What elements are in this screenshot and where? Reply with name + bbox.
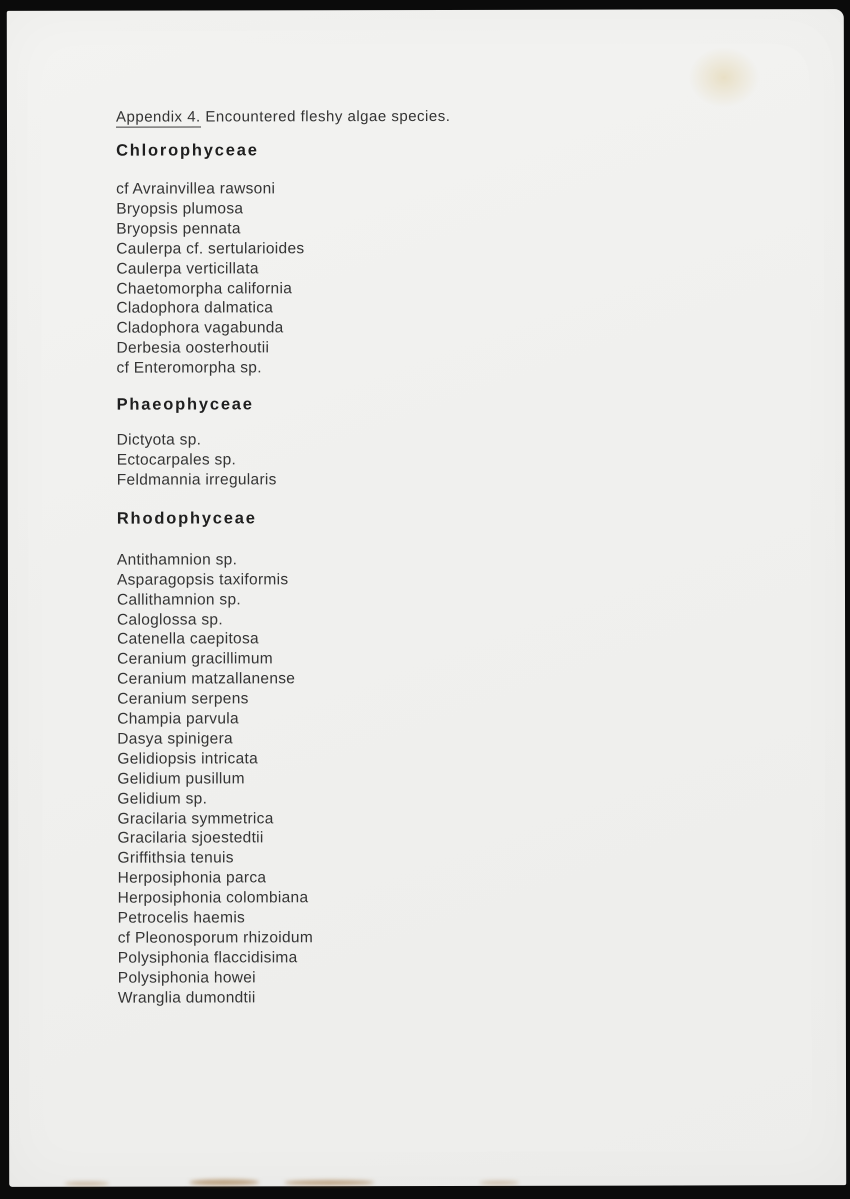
species-list-item: Ceranium matzallanense <box>117 670 296 688</box>
species-list-item: Ceranium gracillimum <box>117 650 274 668</box>
species-list-item: Herposiphonia parca <box>117 869 267 887</box>
species-list-item: Catenella caepitosa <box>117 630 259 649</box>
species-list-item: Bryopsis pennata <box>116 220 241 238</box>
species-list <box>117 549 786 1008</box>
species-list-item: Antithamnion sp. <box>116 551 238 569</box>
species-list-item: Gelidium sp. <box>117 790 208 808</box>
section-heading: Rhodophyceae <box>116 509 257 528</box>
species-list <box>116 178 784 378</box>
section-heading: Phaeophyceae <box>116 395 254 414</box>
appendix-title <box>116 106 784 126</box>
species-list-item: Asparagopsis taxiformis <box>116 570 289 589</box>
species-list-item: Caloglossa sp. <box>117 610 223 629</box>
species-list-item: Gracilaria sjoestedtii <box>117 829 264 848</box>
species-list-item: Champia parvula <box>117 710 239 728</box>
species-list-item: cf Avrainvillea rawsoni <box>116 180 276 198</box>
scanned-paper-page <box>7 9 846 1187</box>
species-list-item: Griffithsia tenuis <box>117 849 234 868</box>
page-content <box>7 9 846 1187</box>
species-section-rhodophyceae <box>117 507 786 1008</box>
species-list-item: Caulerpa cf. sertularioides <box>116 239 305 258</box>
species-list-item: Petrocelis haemis <box>117 909 246 927</box>
species-list-item: cf Enteromorpha sp. <box>116 359 262 377</box>
species-sections <box>116 139 786 1008</box>
species-list-item: Gelidiopsis intricata <box>117 750 259 768</box>
appendix-title-description: Encountered fleshy algae species. <box>200 107 451 126</box>
species-list-item: Ectocarpales sp. <box>116 451 237 469</box>
section-heading: Chlorophyceae <box>116 141 259 160</box>
species-list-item: Derbesia oosterhoutii <box>116 339 270 357</box>
species-list-item: Gelidium pusillum <box>117 770 245 788</box>
species-list-item: Feldmannia irregularis <box>116 471 277 489</box>
appendix-title-label: Appendix 4. <box>115 108 201 126</box>
species-list-item: Polysiphonia flaccidisima <box>117 949 298 967</box>
species-list-item: Ceranium serpens <box>117 690 249 708</box>
species-list-item: Bryopsis plumosa <box>116 200 244 218</box>
species-list-item: Callithamnion sp. <box>116 590 242 609</box>
species-list-item: cf Pleonosporum rhizoidum <box>117 929 314 947</box>
species-section-phaeophyceae <box>117 393 785 490</box>
species-list-item: Caulerpa verticillata <box>116 259 259 278</box>
species-list-item: Chaetomorpha california <box>116 279 293 298</box>
species-list-item: Wranglia dumondtii <box>117 989 256 1007</box>
species-list-item: Dictyota sp. <box>116 431 202 449</box>
species-list-item: Gracilaria symmetrica <box>117 809 274 828</box>
species-list-item: Polysiphonia howei <box>117 969 256 987</box>
species-list <box>117 429 785 490</box>
species-list-item: Dasya spinigera <box>117 730 233 748</box>
species-list-item: Cladophora dalmatica <box>116 299 274 318</box>
species-list-item: Herposiphonia colombiana <box>117 889 309 907</box>
species-section-chlorophyceae <box>116 139 784 378</box>
species-list-item: Cladophora vagabunda <box>116 319 284 337</box>
